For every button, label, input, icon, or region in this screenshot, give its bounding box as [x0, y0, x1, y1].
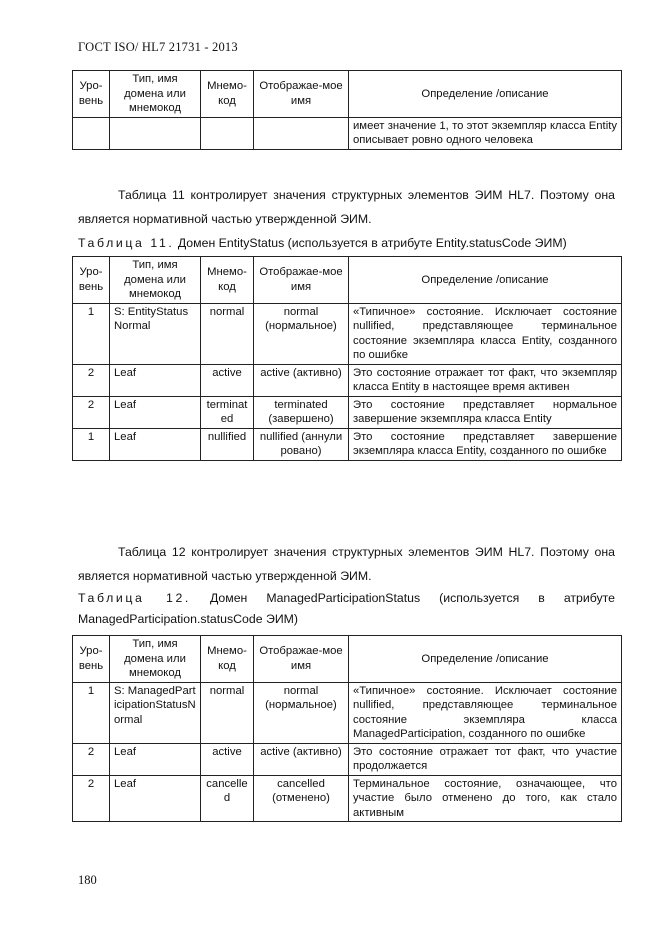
cell-definition: Это состояние отражает тот факт, что участие продолжается: [349, 743, 622, 775]
cell-mnemonic: normal: [201, 303, 254, 364]
cell-domain: Leaf: [110, 428, 201, 460]
table-row: [73, 743, 622, 775]
cell-display: [254, 117, 349, 149]
table-row: [73, 775, 622, 822]
caption-text: Домен ManagedParticipationStatus (используется в атрибуте ManagedParticipation.statusCode ЭИМ): [78, 591, 616, 626]
cell-definition: «Типичное» состояние. Исключает состояние nullified, представляющее терминальное состояние экземпляра класса ManagedParticipation, созданного по ошибке: [349, 682, 622, 743]
caption-label: Таблица 12.: [78, 591, 191, 605]
col-header-level: Уро-вень: [73, 257, 110, 304]
cell-level: [73, 117, 110, 149]
cell-definition: Это состояние представляет нормальное завершение экземпляра класса Entity: [349, 396, 622, 428]
col-header-display: Отображае-мое имя: [254, 636, 349, 683]
cell-level: 2: [73, 396, 110, 428]
col-header-mnemonic: Мнемо-код: [201, 71, 254, 118]
page-number: 180: [78, 873, 97, 887]
cell-definition: Это состояние отражает тот факт, что экземпляр класса Entity в настоящее время активен: [349, 364, 622, 396]
table-header-row: [73, 257, 622, 304]
cell-display: active (активно): [254, 364, 349, 396]
table-continued: [72, 70, 622, 150]
cell-mnemonic: active: [201, 364, 254, 396]
cell-mnemonic: active: [201, 743, 254, 775]
table-header-row: [73, 636, 622, 683]
cell-display: cancelled (отменено): [254, 775, 349, 822]
cell-definition: имеет значение 1, то этот экземпляр класса Entity описывает ровно одного человека: [349, 117, 622, 149]
col-header-level: Уро-вень: [73, 636, 110, 683]
col-header-level: Уро-вень: [73, 71, 110, 118]
paragraph-table-12: [78, 540, 615, 588]
table-12: [72, 635, 622, 822]
col-header-display: Отображае-мое имя: [254, 71, 349, 118]
cell-display: normal (нормальное): [254, 303, 349, 364]
col-header-mnemonic: Мнемо-код: [201, 257, 254, 304]
cell-domain: Leaf: [110, 743, 201, 775]
caption-table-11: [78, 233, 615, 254]
cell-domain: S: ManagedParticipationStatusNormal: [110, 682, 201, 743]
cell-domain: Leaf: [110, 775, 201, 822]
table-row: [73, 428, 622, 460]
table-11: [72, 256, 622, 461]
cell-level: 1: [73, 303, 110, 364]
cell-domain: Leaf: [110, 364, 201, 396]
cell-mnemonic: [201, 117, 254, 149]
col-header-domain: Тип, имя домена или мнемокод: [110, 636, 201, 683]
paragraph-text: Таблица 11 контролирует значения структурных элементов ЭИМ HL7. Поэтому она является нормативной частью утвержденной ЭИМ.: [78, 188, 615, 226]
col-header-definition: Определение /описание: [349, 636, 622, 683]
cell-mnemonic: normal: [201, 682, 254, 743]
cell-level: 2: [73, 364, 110, 396]
cell-definition: «Типичное» состояние. Исключает состояние nullified, представляющее терминальное состояние экземпляра класса Entity, созданного по ошибке: [349, 303, 622, 364]
cell-domain: Leaf: [110, 396, 201, 428]
table-header-row: [73, 71, 622, 118]
cell-level: 1: [73, 682, 110, 743]
col-header-definition: Определение /описание: [349, 257, 622, 304]
caption-label: Таблица 11.: [78, 236, 175, 250]
cell-mnemonic: nullified: [201, 428, 254, 460]
col-header-display: Отображае-мое имя: [254, 257, 349, 304]
col-header-definition: Определение /описание: [349, 71, 622, 118]
col-header-domain: Тип, имя домена или мнемокод: [110, 257, 201, 304]
col-header-domain: Тип, имя домена или мнемокод: [110, 71, 201, 118]
cell-mnemonic: cancelled: [201, 775, 254, 822]
col-header-mnemonic: Мнемо-код: [201, 636, 254, 683]
cell-definition: Терминальное состояние, означающее, что участие было отменено до того, как стало активным: [349, 775, 622, 822]
document-header: ГОСТ ISO/ HL7 21731 - 2013: [78, 40, 238, 54]
cell-mnemonic: terminated: [201, 396, 254, 428]
cell-display: normal (нормальное): [254, 682, 349, 743]
caption-text: Домен EntityStatus (используется в атрибуте Entity.statusCode ЭИМ): [177, 236, 567, 250]
table-row: [73, 364, 622, 396]
cell-level: 1: [73, 428, 110, 460]
table-row: [73, 682, 622, 743]
caption-table-12: [78, 588, 615, 630]
cell-domain: S: EntityStatusNormal: [110, 303, 201, 364]
table-row: [73, 303, 622, 364]
cell-display: terminated (завершено): [254, 396, 349, 428]
cell-level: 2: [73, 743, 110, 775]
table-row: [73, 396, 622, 428]
cell-definition: Это состояние представляет завершение экземпляра класса Entity, созданного по ошибке: [349, 428, 622, 460]
cell-display: nullified (аннулировано): [254, 428, 349, 460]
table-row: [73, 117, 622, 149]
cell-domain: [110, 117, 201, 149]
cell-level: 2: [73, 775, 110, 822]
paragraph-table-11: [78, 183, 615, 231]
paragraph-text: Таблица 12 контролирует значения структурных элементов ЭИМ HL7. Поэтому она является нормативной частью утвержденной ЭИМ.: [78, 545, 615, 583]
cell-display: active (активно): [254, 743, 349, 775]
